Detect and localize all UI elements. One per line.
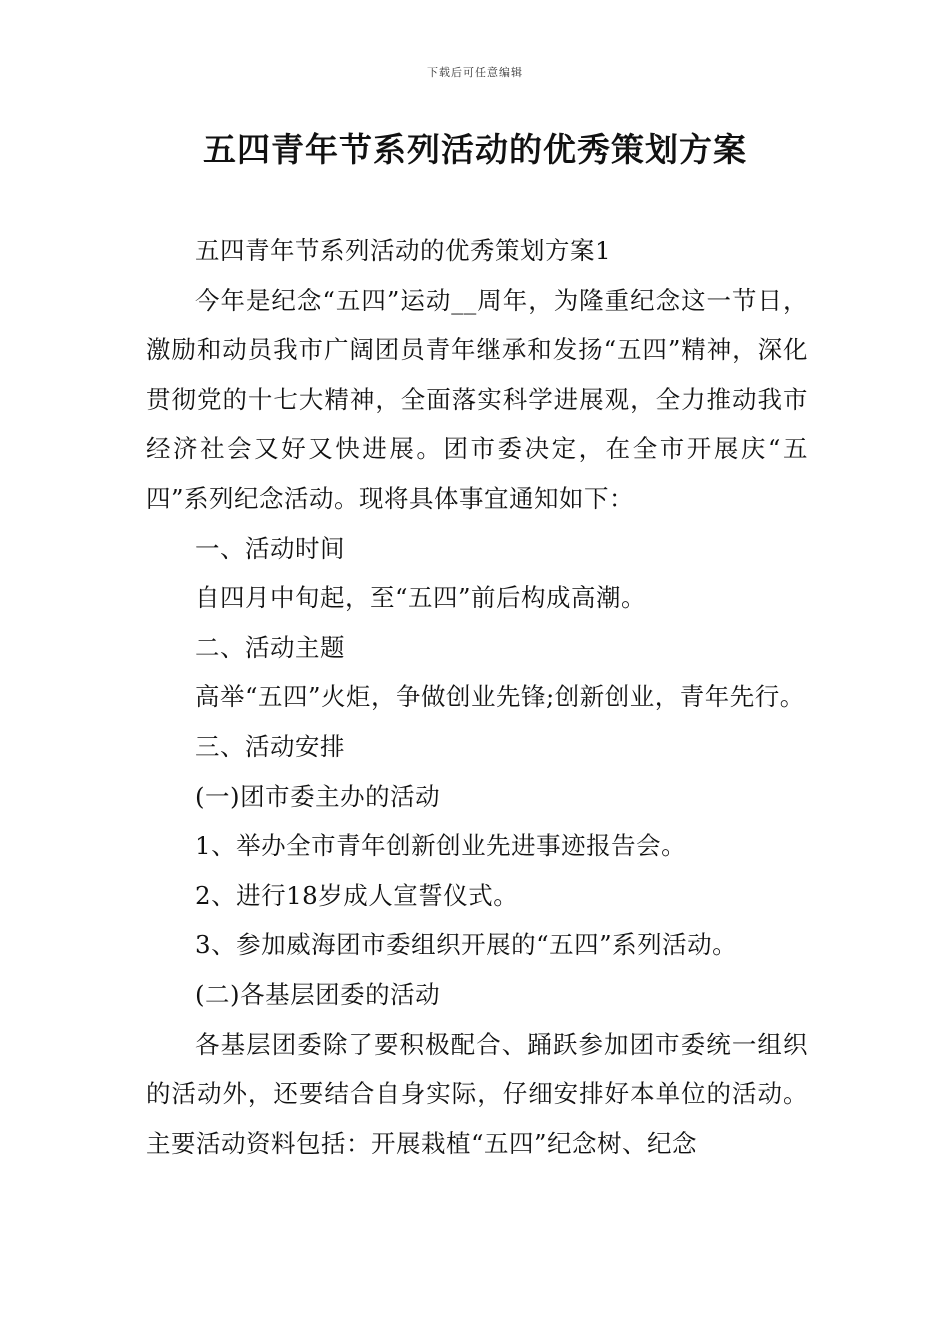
list-item: 1、举办全市青年创新创业先进事迹报告会。 bbox=[195, 831, 687, 861]
section-title: 五四青年节系列活动的优秀策划方案1 bbox=[195, 236, 612, 265]
heading-activity-theme: 二、活动主题 bbox=[195, 632, 345, 662]
activity-theme-text: 高举“五四”火炬，争做创业先锋;创新创业，青年先行。 bbox=[195, 682, 805, 712]
subheading-city-committee: (一)团市委主办的活动 bbox=[195, 781, 441, 811]
grassroots-paragraph: 各基层团委除了要积极配合、踊跃参加团市委统一组织的活动外，还要结合自身实际，仔细安排好本单位的活动。主要活动资料包括：开展栽植“五四”纪念树、纪念 bbox=[146, 1029, 808, 1158]
list-item: 3、参加威海团市委组织开展的“五四”系列活动。 bbox=[195, 930, 738, 960]
intro-paragraph: 今年是纪念“五四”运动__周年，为隆重纪念这一节日，激励和动员我市广阔团员青年继承和发扬“五四”精神，深化贯彻党的十七大精神，全面落实科学进展观，全力推动我市经济社会又好又快进展。团市委决定，在全市开展庆“五四”系列纪念活动。现将具体事宜通知如下： bbox=[146, 285, 808, 513]
subheading-grassroots: (二)各基层团委的活动 bbox=[195, 979, 441, 1009]
document-body bbox=[146, 226, 808, 1168]
heading-activity-arrangement: 三、活动安排 bbox=[195, 731, 345, 761]
heading-activity-time: 一、活动时间 bbox=[195, 533, 345, 563]
list-item: 2、进行18岁成人宣誓仪式。 bbox=[195, 880, 519, 910]
document-title: 五四青年节系列活动的优秀策划方案 bbox=[203, 130, 747, 169]
activity-time-text: 自四月中旬起，至“五四”前后构成高潮。 bbox=[195, 583, 647, 613]
header-note: 下载后可任意编辑 bbox=[427, 66, 523, 79]
